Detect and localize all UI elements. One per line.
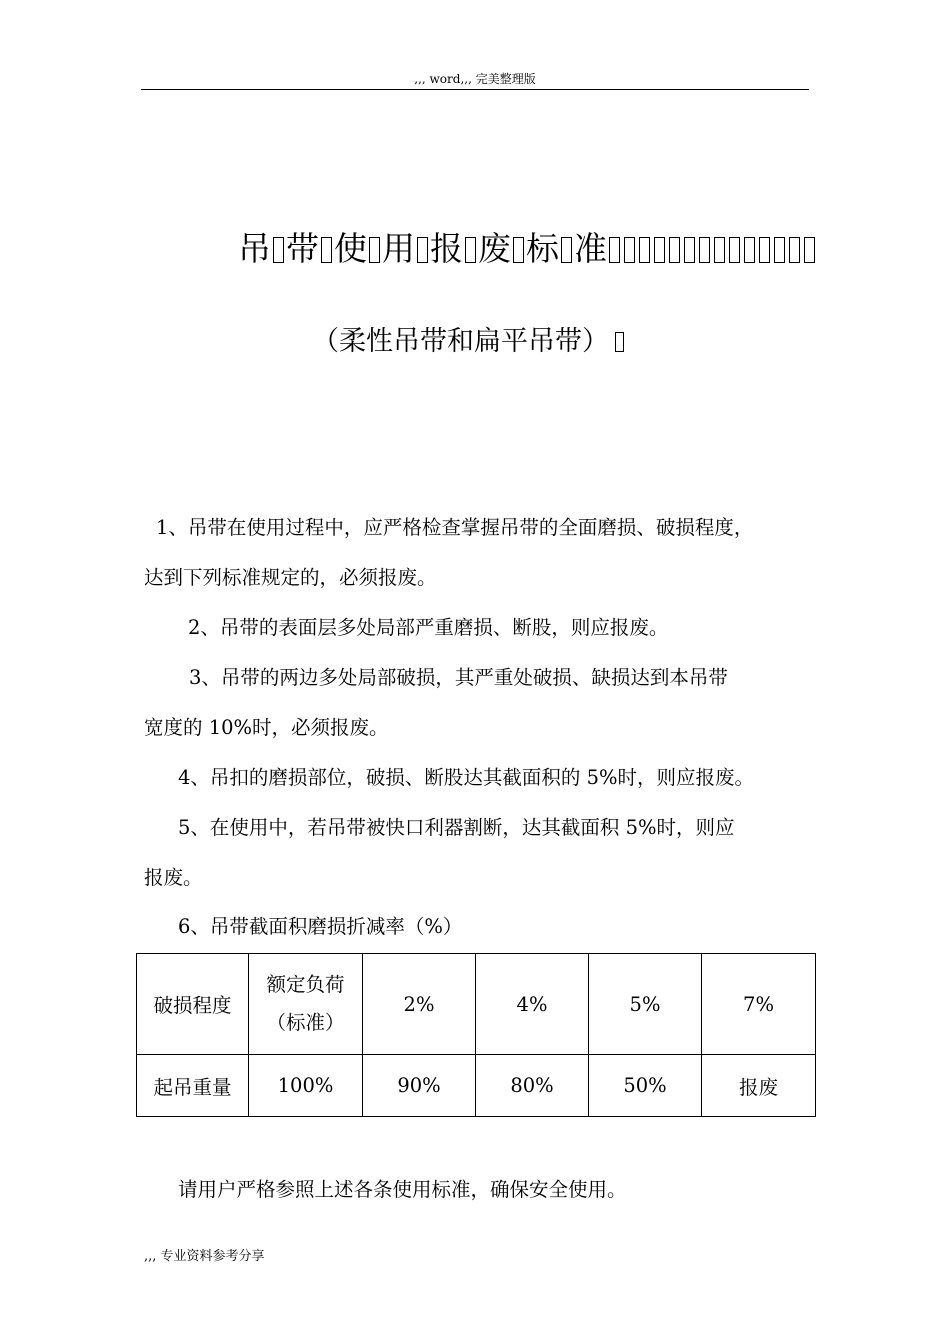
title-char: 报 (430, 229, 463, 268)
missing-glyph-icon (669, 237, 680, 263)
page-footer (144, 1247, 265, 1267)
table-cell: 5% (589, 954, 702, 1055)
missing-glyph-icon (609, 237, 620, 263)
table-cell: 100% (249, 1055, 363, 1117)
table-cell-lifting-label: 起吊重量 (137, 1055, 249, 1117)
missing-glyph-icon (654, 237, 665, 263)
table-row (137, 954, 816, 1055)
missing-glyph-icon (699, 237, 710, 263)
document-subtitle (312, 322, 624, 362)
missing-glyph-icon (714, 237, 725, 263)
document-title (238, 226, 817, 272)
missing-glyph-icon (615, 332, 624, 352)
title-char: 用 (382, 229, 415, 268)
reduction-rate-table-wrapper (136, 953, 816, 1117)
rated-load-line-1: 额定负荷 (266, 973, 345, 996)
missing-glyph-icon (804, 237, 815, 263)
paragraph-1-line-1: 1、吊带在使用过程中，应严格检查掌握吊带的全面磨损、破损程度， (156, 516, 754, 539)
table-cell: 4% (476, 954, 589, 1055)
title-char: 带 (286, 229, 319, 268)
missing-glyph-icon (273, 237, 284, 263)
missing-glyph-icon (369, 237, 380, 263)
missing-glyph-icon (729, 237, 740, 263)
paragraph-6: 6、吊带截面积磨损折减率（%） (178, 915, 463, 938)
missing-glyph-icon (774, 237, 785, 263)
missing-glyph-icon (321, 237, 332, 263)
missing-glyph-icon (624, 237, 635, 263)
missing-glyph-icon (759, 237, 770, 263)
missing-glyph-icon (561, 237, 572, 263)
paragraph-3-line-2: 宽度的 10%时，必须报废。 (144, 716, 389, 739)
title-trailing-placeholders (607, 226, 817, 272)
missing-glyph-icon (417, 237, 428, 263)
paragraph-2: 2、吊带的表面层多处局部严重磨损、断股，则应报废。 (188, 616, 669, 639)
missing-glyph-icon (684, 237, 695, 263)
title-char: 使 (334, 229, 367, 268)
rated-load-line-2: （标准） (266, 1011, 345, 1034)
table-cell: 80% (476, 1055, 589, 1117)
title-char: 废 (478, 229, 511, 268)
subtitle-text: （柔性吊带和扁平吊带） (312, 326, 609, 357)
paragraph-1-line-2: 达到下列标准规定的，必须报废。 (144, 566, 437, 589)
missing-glyph-icon (465, 237, 476, 263)
title-char: 标 (526, 229, 559, 268)
table-cell: 50% (589, 1055, 702, 1117)
table-cell: 90% (363, 1055, 476, 1117)
missing-glyph-icon (789, 237, 800, 263)
missing-glyph-icon (639, 237, 650, 263)
table-row (137, 1055, 816, 1117)
table-cell: 2% (363, 954, 476, 1055)
reduction-rate-table (136, 953, 816, 1117)
footer-text: ,,, 专业资料参考分享 (144, 1249, 265, 1264)
table-cell-damage-label: 破损程度 (137, 954, 249, 1055)
header-text: ,,, word,,, 完美整理版 (414, 72, 536, 86)
missing-glyph-icon (513, 237, 524, 263)
page-header (141, 70, 809, 90)
title-char: 准 (574, 229, 607, 268)
paragraph-4: 4、吊扣的磨损部位，破损、断股达其截面积的 5%时，则应报废。 (178, 766, 755, 789)
paragraph-5-line-1: 5、在使用中，若吊带被快口利器割断，达其截面积 5%时，则应 (178, 816, 735, 839)
missing-glyph-icon (744, 237, 755, 263)
paragraph-3-line-1: 3、吊带的两边多处局部破损，其严重处破损、缺损达到本吊带 (189, 666, 728, 689)
paragraph-5-line-2: 报废。 (144, 866, 203, 889)
title-char: 吊 (238, 229, 271, 268)
table-cell: 报废 (702, 1055, 816, 1117)
table-cell-rated-load (249, 954, 363, 1055)
closing-note: 请用户严格参照上述各条使用标准，确保安全使用。 (178, 1178, 627, 1201)
table-cell: 7% (702, 954, 816, 1055)
